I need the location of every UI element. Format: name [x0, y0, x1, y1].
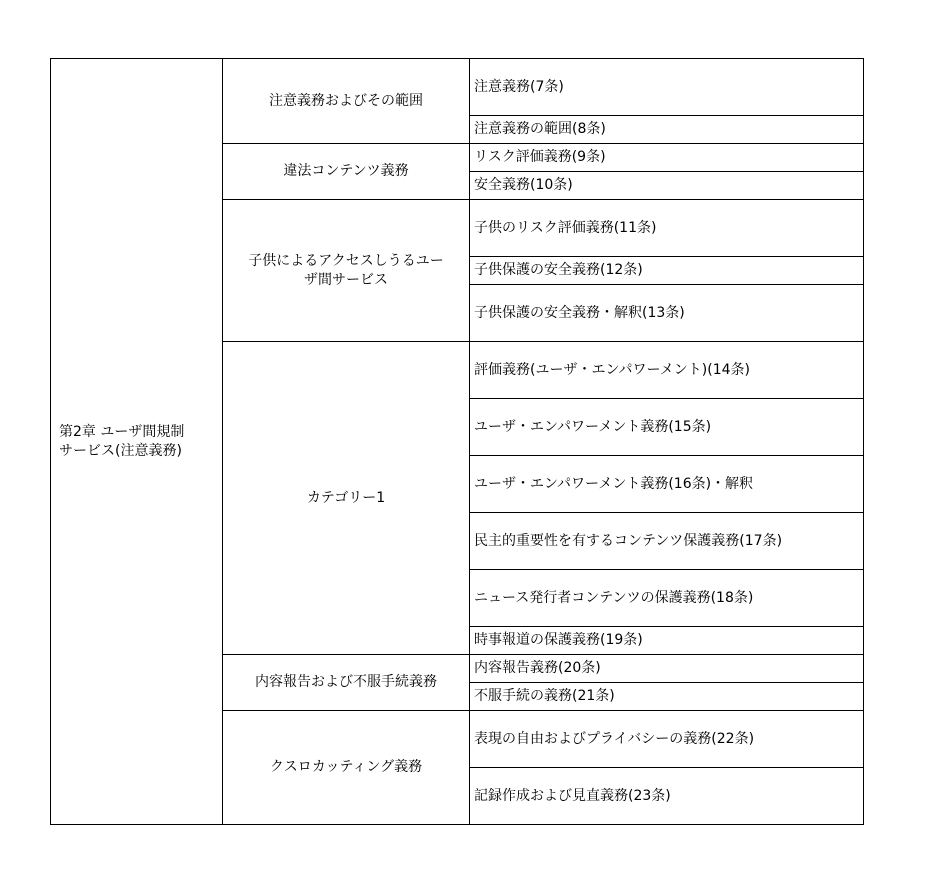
- item-cell: 評価義務(ユーザ・エンパワーメント)(14条): [470, 342, 864, 399]
- item-cell: 子供保護の安全義務・解釈(13条): [470, 285, 864, 342]
- item-cell: 注意義務(7条): [470, 59, 864, 116]
- chapter-cell: [51, 59, 223, 825]
- item-cell: 不服手続の義務(21条): [470, 683, 864, 711]
- item-cell: 子供のリスク評価義務(11条): [470, 200, 864, 257]
- chapter-subtitle: サービス(注意義務): [59, 442, 182, 459]
- item-cell: 内容報告義務(20条): [470, 655, 864, 683]
- item-cell: 表現の自由およびプライバシーの義務(22条): [470, 711, 864, 768]
- group-cell: [223, 200, 470, 342]
- group-cell: [223, 342, 470, 655]
- group-label-line1: 子供によるアクセスしうるユー: [248, 252, 444, 269]
- item-cell: リスク評価義務(9条): [470, 144, 864, 172]
- group-label: クスロカッティング義務: [269, 759, 423, 776]
- group-label: 注意義務およびその範囲: [269, 92, 423, 109]
- item-cell: ユーザ・エンパワーメント義務(16条)・解釈: [470, 456, 864, 513]
- table-row: [51, 59, 864, 116]
- item-cell: 安全義務(10条): [470, 172, 864, 200]
- group-cell: [223, 655, 470, 711]
- item-cell: ニュース発行者コンテンツの保護義務(18条): [470, 570, 864, 627]
- item-cell: 時事報道の保護義務(19条): [470, 627, 864, 655]
- item-cell: 注意義務の範囲(8条): [470, 116, 864, 144]
- group-cell: [223, 711, 470, 825]
- group-label: カテゴリー1: [306, 489, 386, 506]
- group-cell: [223, 59, 470, 144]
- item-cell: 記録作成および見直義務(23条): [470, 768, 864, 825]
- group-label: 内容報告および不服手続義務: [255, 674, 437, 691]
- group-label: 違法コンテンツ義務: [283, 163, 409, 180]
- item-cell: 民主的重要性を有するコンテンツ保護義務(17条): [470, 513, 864, 570]
- group-label-line2: ザ間サービス: [304, 271, 388, 288]
- group-cell: [223, 144, 470, 200]
- item-cell: ユーザ・エンパワーメント義務(15条): [470, 399, 864, 456]
- chapter-title: 第2章 ユーザ間規制: [59, 423, 185, 440]
- item-cell: 子供保護の安全義務(12条): [470, 257, 864, 285]
- obligations-table: [50, 58, 864, 825]
